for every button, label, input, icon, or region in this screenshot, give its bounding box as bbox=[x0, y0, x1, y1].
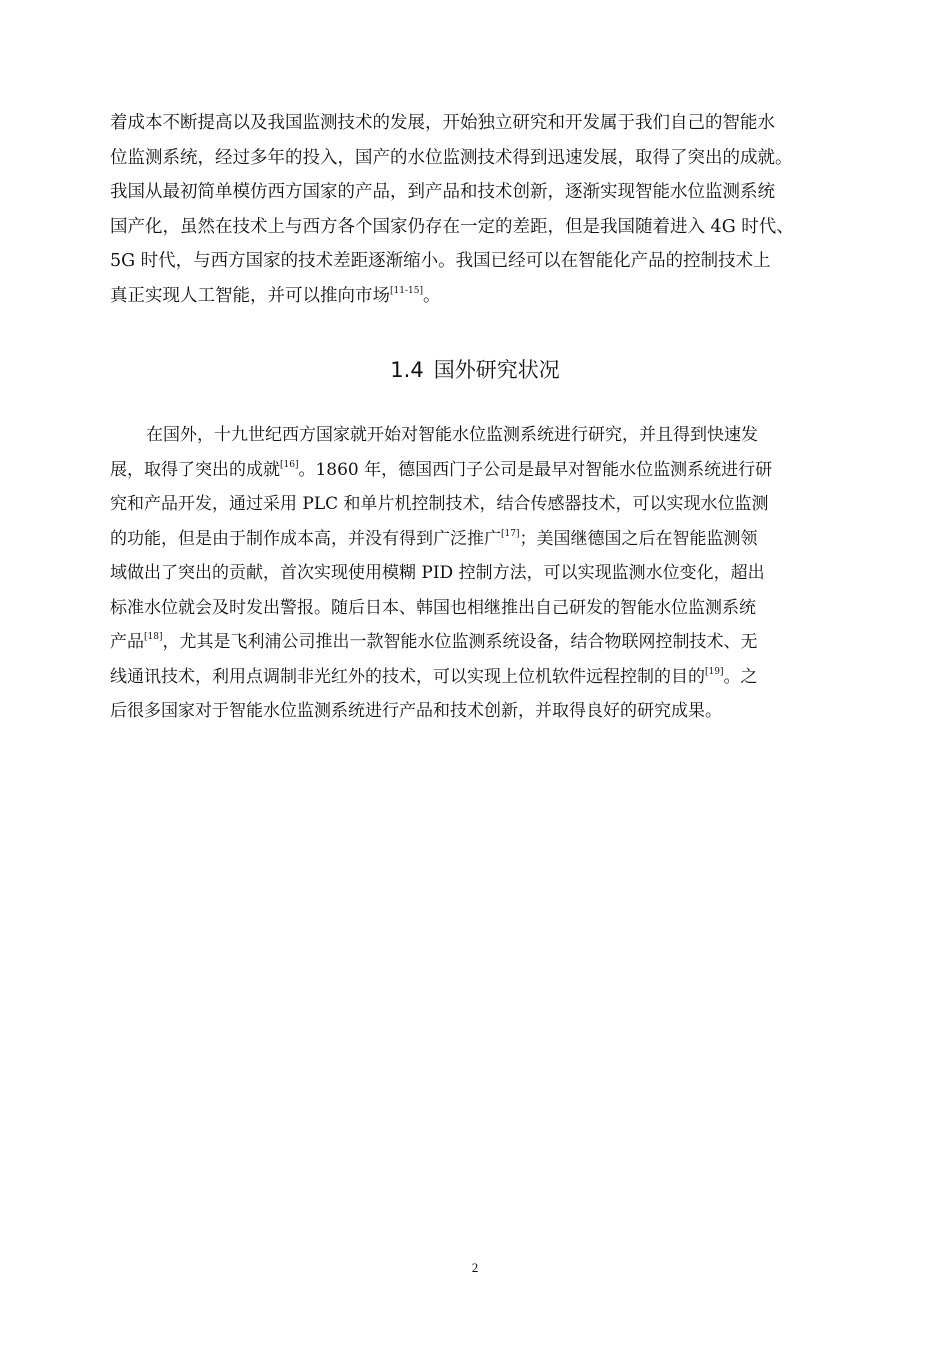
text-segment: 真正实现人工智能，并可以推向市场 bbox=[110, 285, 390, 306]
text-line bbox=[110, 279, 850, 314]
text-segment: 。之 bbox=[723, 666, 758, 687]
text-line: 位监测系统，经过多年的投入，国产的水位监测技术得到迅速发展，取得了突出的成就。 bbox=[110, 147, 793, 168]
text-line bbox=[110, 625, 830, 660]
paragraph-domestic-research bbox=[110, 106, 850, 313]
text-segment: 线通讯技术，利用点调制非光红外的技术，可以实现上位机软件远程控制的目的 bbox=[110, 666, 705, 687]
text-segment: 展，取得了突出的成就 bbox=[110, 459, 280, 480]
citation-ref: [17] bbox=[501, 528, 520, 539]
text-segment: 的功能，但是由于制作成本高，并没有得到广泛推广 bbox=[110, 528, 501, 549]
text-segment: 。1860 年，德国西门子公司是最早对智能水位监测系统进行研 bbox=[298, 459, 773, 480]
section-heading bbox=[0, 352, 950, 388]
citation-ref: [18] bbox=[144, 632, 163, 642]
text-line: 5G 时代，与西方国家的技术差距逐渐缩小。我国已经可以在智能化产品的控制技术上 bbox=[110, 251, 771, 271]
text-line bbox=[110, 660, 830, 695]
text-line: 标准水位就会及时发出警报。随后日本、韩国也相继推出自己研发的智能水位监测系统 bbox=[110, 597, 756, 618]
text-line: 后很多国家对于智能水位监测系统进行产品和技术创新，并取得良好的研究成果。 bbox=[110, 701, 722, 721]
citation-ref: [11-15] bbox=[390, 285, 423, 296]
text-line: 着成本不断提高以及我国监测技术的发展，开始独立研究和开发属于我们自己的智能水 bbox=[110, 113, 775, 133]
text-line: 在国外，十九世纪西方国家就开始对智能水位监测系统进行研究，并且得到快速发 bbox=[146, 425, 758, 445]
citation-ref: [19] bbox=[705, 666, 724, 677]
text-line: 究和产品开发，通过采用 PLC 和单片机控制技术，结合传感器技术，可以实现水位监测 bbox=[110, 494, 769, 514]
page-number: 2 bbox=[471, 1260, 479, 1275]
text-line bbox=[110, 453, 830, 488]
text-segment: ，尤其是飞利浦公司推出一款智能水位监测系统设备，结合物联网控制技术、无 bbox=[162, 632, 758, 652]
text-line: 我国从最初简单模仿西方国家的产品，到产品和技术创新，逐渐实现智能水位监测系统 bbox=[110, 182, 775, 202]
text-line: 国产化，虽然在技术上与西方各个国家仍存在一定的差距，但是我国随着进入 4G 时代、 bbox=[110, 216, 794, 237]
text-segment: ；美国继德国之后在智能监测领 bbox=[519, 528, 758, 549]
section-number: 1.4 bbox=[390, 358, 424, 382]
citation-ref: [16] bbox=[280, 459, 299, 470]
text-line bbox=[110, 522, 830, 557]
text-line: 域做出了突出的贡献，首次实现使用模糊 PID 控制方法，可以实现监测水位变化，超出 bbox=[110, 563, 765, 583]
paragraph-foreign-research bbox=[110, 418, 830, 729]
text-segment: 。 bbox=[422, 285, 441, 306]
text-segment: 产品 bbox=[110, 632, 144, 652]
section-title: 国外研究状况 bbox=[433, 358, 560, 382]
